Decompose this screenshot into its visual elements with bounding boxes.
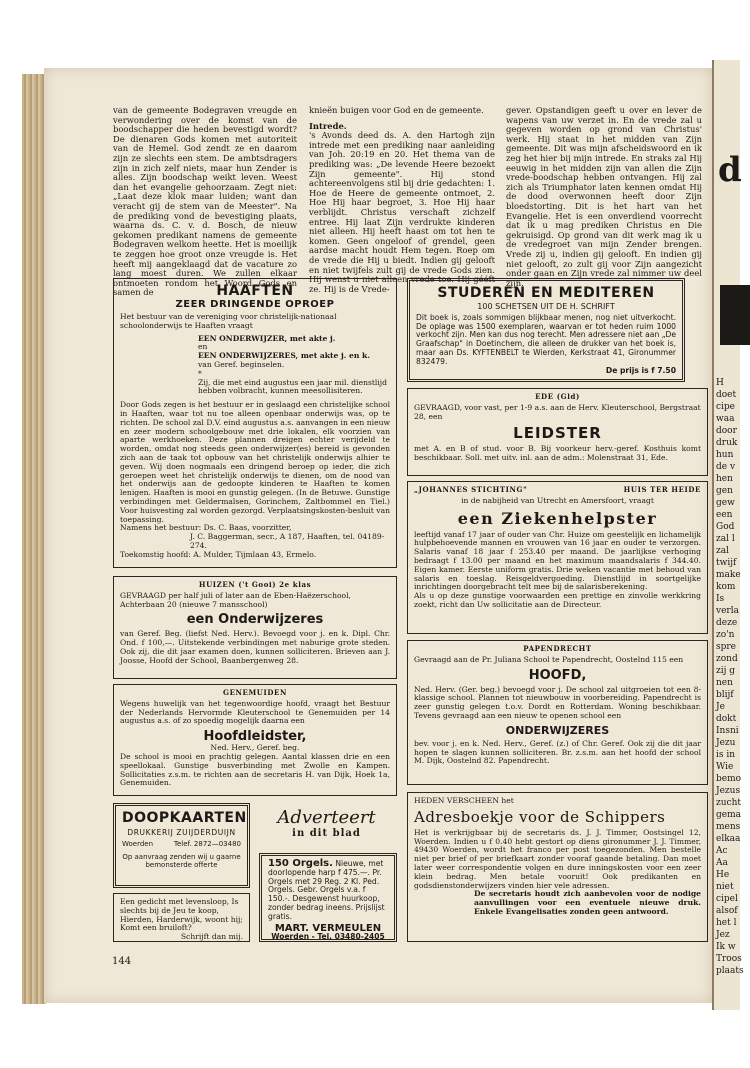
facing-page-fragment: het l xyxy=(716,918,737,928)
facing-page-fragment: Jezu xyxy=(716,738,736,748)
drukkerij-place: Woerden xyxy=(122,839,154,848)
ede-body: met A. en B of stud. voor B. Bij voorkeur herv.-geref. Kosthuis komt beschikbaar. Soll. met uitv. inl. aan de adm.: Molenstraat 31, Ede. xyxy=(414,444,701,463)
haaften-body: Door Gods zegen is het bestuur er in geslaagd een christelijke school in Haaften, waar tot nu toe alleen openbaar onderwijs was, op te richten. De school zal D.V. eind augustus a.s. aanvangen in een nieuw en zeer modern schoolgebouw met drie lokalen, elk voorzien van aparte werkhoeken. Deze plannen dreigen echter verijdeld te worden, omdat nog steeds geen onderwijzer(es) bereid is gevonden zich aan de taak tot opbouw van het christelijk onderwijs alhier te geven. Wij doen nogmaals een dringend beroep op ieder, die zich geroepen weet het christelijk onderwijs te dienen, om de nood van het onderwijs aan de gedoopte kinderen te Haaften te komen lenigen. Haaften is mooi en gunstig gelegen. (In de Betuwe. Gunstige verbindingen met Geldermalsen, Gorinchem, Zaltbommel en Tiel.) Voor huisvesting zal worden gezorgd. Verplaatsingskosten-besluit van toepassing. xyxy=(120,400,390,524)
haaften-signatures: Namens het bestuur: Ds. C. Baas, voorzitter, xyxy=(120,523,292,533)
adresboekje-title: Adresboekje voor de Schippers xyxy=(414,807,666,826)
facing-page-fragment: doet xyxy=(716,390,737,400)
adresboekje-body: Het is verkrijgbaar bij de secretaris ds. J. J. Timmer, Oostsingel 12, Woerden. Indien u f 0.40 hebt gestort op diens gironummer J. J. Timmer, 49430 Woerden, wordt het franco per post toegezonden. Men bestelle niet per brief of per briefkaart zonder vooraf gaande betaling. Dan moet later weer correspondentie volgen en dure inningskosten voor een zeer klein bedrag. Men betale vooruit! Ook predikanten en godsdienstonderwijzers vinden hier vele adressen. xyxy=(414,827,701,890)
papendrecht-heading-2: ONDERWIJZERES xyxy=(505,723,610,737)
facing-page-fragment: elkaa xyxy=(716,834,741,844)
facing-page-fragment: gew xyxy=(716,498,735,508)
papendrecht-body-2: bev. voor j. en k. Ned. Herv., Geref. (z.) of Chr. Geref. Ook zij die dit jaar hopen te slagen kunnen solliciteren. Br. z.s.m. aan het hoofd der school M. Dijk, Oostelnd 82. Papendrecht. xyxy=(414,738,701,766)
studeren-title: STUDEREN EN MEDITEREN xyxy=(437,285,655,301)
facing-page-fragment: cipel xyxy=(716,894,738,904)
ad-johannes-stichting xyxy=(407,481,708,634)
facing-page-fragment: Jezus xyxy=(716,786,741,796)
papendrecht-body-1: Ned. Herv. (Ger. beg.) bevoegd voor j. De school zal uitgroeien tot een 8-klassige school. Plannen tot nieuwbouw in voorbereiding. Papendrecht is zeer gunstig gelegen t.o.v. Dordt en Rotterdam. Woning beschikbaar. Tevens gevraagd aan een nieuw te openen school een xyxy=(414,684,701,720)
studeren-price: De prijs is f 7.50 xyxy=(605,365,676,375)
ede-intro: GEVRAAGD, voor vast, per 1-9 a.s. aan de Herv. Kleuterschool, Bergstraat 28, een xyxy=(414,402,701,421)
huizen-title: HUIZEN ('t Gooi) 2e klas xyxy=(198,580,312,589)
facing-page-fragment: gema xyxy=(716,810,741,820)
ad-papendrecht xyxy=(407,640,708,785)
facing-page-fragment: is in xyxy=(716,750,736,760)
orgels-lead: 150 Orgels. xyxy=(268,858,333,869)
haaften-note: Zij, die met eind augustus een jaar mil. dienstlijd hebben volbracht, kunnen meesollisiteren. xyxy=(198,377,387,396)
page-number: 144 xyxy=(112,956,132,967)
genemuiden-body: De school is mooi en prachtig gelegen. Aantal klassen drie en een speellokaal. Gunstige busverbinding met Zwolle en Kampen. Sollicitaties z.s.m. te richten aan de secretaris H. van Dijk, Hoek 1a, Genemuiden. xyxy=(120,751,390,788)
adresboekje-lead: HEDEN VERSCHEEN het xyxy=(414,796,514,805)
facing-page-fragment: de v xyxy=(716,462,736,472)
facing-page-fragment: spre xyxy=(716,642,737,652)
facing-page-fragment: niet xyxy=(716,882,734,892)
haaften-star: * xyxy=(198,368,202,378)
facing-page-fragment: bemo xyxy=(716,774,742,784)
facing-page-fragment: make xyxy=(716,570,741,580)
ad-haaften xyxy=(113,278,397,568)
adverteert-sub: in dit blad xyxy=(292,828,361,839)
johannes-heading: een Ziekenhelpster xyxy=(457,508,658,528)
papendrecht-intro: Gevraagd aan de Pr. Juliana School te Papendrecht, Oostelnd 115 een xyxy=(414,654,684,664)
ad-adverteert xyxy=(256,803,397,849)
gedicht-text: Een gedicht met levensloop, Is slechts bij de Jeu te koop, Hierden, Harderwijk, woont hij; Komt een bruiloft? xyxy=(120,897,243,933)
ad-ede xyxy=(407,388,708,476)
article-col2-heading: Intrede. xyxy=(309,120,347,131)
facing-page-block xyxy=(720,285,750,345)
haaften-and: en xyxy=(198,342,208,352)
facing-page-fragment: waa xyxy=(716,414,735,424)
facing-page-fragment: hun xyxy=(716,450,734,460)
facing-page-fragment: blijf xyxy=(716,690,734,700)
facing-page-fragment: Is xyxy=(716,594,725,604)
genemuiden-sub: Ned. Herv., Geref. beg. xyxy=(210,743,300,753)
facing-page-fragment: een xyxy=(716,510,733,520)
papendrecht-heading-1: HOOFD, xyxy=(528,667,587,683)
ad-huizen xyxy=(113,576,397,679)
facing-page-fragment: verla xyxy=(716,606,739,616)
facing-page-fragment: door xyxy=(716,426,737,436)
drukkerij-offer: Op aanvraag zenden wij u gaarne bemonsterde offerte xyxy=(122,852,241,870)
gedicht-signature: Schrijft dan mij. xyxy=(180,932,243,942)
article-col3-text: gever. Opstandigen geeft u over en lever de wapens van uw verzet in. En de vrede zal u gegeven worden op grond van Christus' werk. Hij staat in het midden van Zijn gemeente. Dit was mijn afscheidswoord en ik zeg het hier bij mijn intrede. En straks zal Hij eeuwig in het midden zijn van allen die Zijn vrede-boodschap hebben ontvangen. Hij zal zich als Triumphator laten kennen omdat Hij de dood overwonnen heeft door Zijn bloedstorting. Dit is het hart van het Evangelie. Het is een onverdiend voorrecht dat ik u mag prediken Christus en Die gekruisigd. Op grond van dit werk mag ik u de vredegroet van mijn Zender brengen. Vrede zij u, indien gij gelooft. En indien gij niet gelooft, zo zult gij voor Zijn aangezicht onder gaan en Zijn vrede zal nimmer uw deel zijn. xyxy=(506,105,702,288)
ad-adresboekje xyxy=(407,792,708,942)
facing-page-fragment: mens xyxy=(716,822,741,832)
johannes-close: Als u op deze gunstige voorwaarden een prettige en zinvolle werkkring zoekt, richt dan Uw sollicitatie aan de Directeur. xyxy=(414,591,701,609)
facing-page xyxy=(712,60,744,1010)
haaften-position-1: EEN ONDERWIJZER, met akte j. xyxy=(198,333,336,343)
haaften-future-head: Toekomstig hoofd: A. Mulder, Tijmlaan 43, Ermelo. xyxy=(120,549,317,559)
haaften-subtitle: ZEER DRINGENDE OPROEP xyxy=(175,299,335,310)
orgels-address: Woerden - Tel. 03480-2405 xyxy=(271,932,385,942)
facing-page-fragment: plaats xyxy=(716,966,744,976)
ede-title: EDE (Gld) xyxy=(535,392,580,401)
facing-page-fragment: dokt xyxy=(716,714,737,724)
facing-page-fragment: kom xyxy=(716,582,736,592)
facing-page-fragment: Ac xyxy=(716,846,728,856)
facing-page-fragment: zond xyxy=(716,654,738,664)
facing-page-fragment: Jez xyxy=(716,930,730,940)
facing-page-fragment: zo'n xyxy=(716,630,735,640)
drukkerij-title: DOOPKAARTEN xyxy=(122,810,247,826)
ede-heading: LEIDSTER xyxy=(513,424,602,443)
drukkerij-phone: Telef. 2872—03480 xyxy=(173,839,241,848)
adverteert-script: Adverteert xyxy=(277,807,376,828)
ad-orgels xyxy=(259,853,397,942)
facing-page-fragment: druk xyxy=(716,438,738,448)
orgels-name: MART. VERMEULEN xyxy=(274,922,382,934)
facing-page-fragment: He xyxy=(716,870,730,880)
johannes-right-title: HUIS TER HEIDE xyxy=(623,485,701,494)
haaften-intro: Het bestuur van de vereniging voor christelijk-nationaal schoolonderwijs te Haaften vraagt xyxy=(120,312,337,330)
ad-studeren xyxy=(407,278,685,382)
papendrecht-title: PAPENDRECHT xyxy=(523,644,592,653)
facing-page-fragment: Troos xyxy=(716,954,742,964)
facing-page-fragment: Wie xyxy=(716,762,734,772)
facing-page-fragment: zucht xyxy=(716,798,741,808)
facing-page-fragment: twijf xyxy=(716,558,737,568)
orgels-text: Nieuwe, met doorlopende harp f 475.—. Pr. Orgels met 29 Reg. 2 Kl. Ped. Orgels. Gebr. Orgels v.a. f 150.-. Desgewenst huurkoop, zonder bedrag ineens. Prijslijst gratis. xyxy=(268,859,385,921)
facing-page-fragment: Je xyxy=(716,702,725,712)
johannes-left-title: „JOHANNES STICHTING" xyxy=(414,485,528,494)
genemuiden-title: GENEMUIDEN xyxy=(223,688,287,697)
haaften-position-2-note: van Geref. beginselen. xyxy=(198,359,285,369)
facing-page-fragment: alsof xyxy=(716,906,738,916)
ad-drukkerij xyxy=(113,803,250,888)
article-col1-text: van de gemeente Bodegraven vreugde en verwondering over de komst van de boodschapper die heden bevestigd wordt? De dienaren Gods komen met autoriteit van de Hemel. God zendt ze en daarom zijn ze slechts een stem. De ambtsdragers zijn in zich zelf niets, maar hun Zender is alles. Zijn boodschap weikt leven. Weest dan het evangelie gehoorzaam. Zegt niet: „Laat deze klok maar luiden; want dan veracht gij de stem van de Meester". Na de prediking vond de bevestiging plaats, waarna ds. C. v. d. Bosch, de nieuw gekomen predikant namens de gemeente Bodegraven welkom heette. Het is moeilijk te zeggen hoe groot onze vreugde is. Het heeft mij aangeklaagd dat de vacature zo lang moest duren. We zullen elkaar ontmoeten rondom het Woord Gods en samen de xyxy=(113,105,297,298)
huizen-intro: GEVRAAGD per half juli of later aan de Eben-Haëzerschool, Achterbaan 20 (nieuwe 7 mansschool) xyxy=(120,590,351,609)
facing-page-fragment: zij g xyxy=(716,666,736,676)
facing-page-fragment: gen xyxy=(716,486,733,496)
haaften-position-2: EEN ONDERWIJZERES, met akte j. en k. xyxy=(198,351,370,361)
facing-page-fragment: nen xyxy=(716,678,733,688)
drukkerij-name: DRUKKERIJ ZUIJDERDUIJN xyxy=(127,828,236,837)
facing-page-fragment: deze xyxy=(716,618,738,628)
adresboekje-close: De secretaris houdt zich aanbevolen voor de nodige aanvullingen voor een eventuele nieuwe druk. Enkele Evangelisaties zonden geen antwoord. xyxy=(474,889,701,916)
article-column-2 xyxy=(309,105,495,294)
facing-page-fragment: zal xyxy=(716,546,729,556)
facing-page-fragment: zal l xyxy=(716,534,735,544)
johannes-body: leeftijd vanaf 17 jaar of ouder van Chr. Huize om geestelijk en lichamelijk hulpbehoevende mannen en vrouwen van 16 jaar en ouder te verzorgen. Salaris vanaf 18 jaar f 253.40 per maand. De jaarlijkse verhoging bedraagt f 13.00 per maand en het maximum maandsalaris f 344.40. Eigen kamer. Eerste uniform gratis. Drie weken vacantie met behoud van salaris en toeslag. Reisgeldvergoeding. Dienstlijd in soortgelijke inrichtingen doorgebracht telt mee bij de salarisberekening. xyxy=(414,529,701,592)
huizen-heading: een Onderwijzeres xyxy=(186,612,324,628)
book-page-edge xyxy=(22,74,46,1004)
haaften-secretary: J. C. Baggerman, secr., A 187, Haaften, tel. 04189-274. xyxy=(190,532,385,550)
facing-page-fragment: Aa xyxy=(716,858,728,868)
article-col2-first: knieën buigen voor God en de gemeente. xyxy=(309,105,484,115)
genemuiden-heading: Hoofdleidster, xyxy=(203,729,307,745)
facing-page-fragment: hen xyxy=(716,474,733,484)
haaften-title: HAAFTEN xyxy=(216,283,294,299)
article-col2-text: 's Avonds deed ds. A. den Hartogh zijn intrede met een prediking naar aanleiding van Joh. 20:19 en 20. Het thema van de prediking was: „De levende Heere bezoekt Zijn gemeente". Hij stond achtereenvolgens stil bij drie gedachten: 1. Hoe de Heere de gemeente ontmoet, 2. Hoe Hij haar begroet, 3. Hoe Hij haar verblijdt. Christus verschaft zichzelf entree. Hij laat Zijn verdrukte kinderen niet alleen. Hij heeft haast om tot hen te komen. Geen ongeloof of grendel, geen aardse macht houdt Hem tegen. Roep om de vrede die Hij u biedt. Indien gij gelooft en niet twijfels zult gij de vrede Gods zien. Hij wenst u niet alleen vrede toe. Hij gééft ze. Hij is de Vrede- xyxy=(309,130,495,294)
facing-page-fragment: Ik w xyxy=(716,942,736,952)
facing-page-fragment: H xyxy=(716,378,724,388)
article-column-3 xyxy=(506,105,702,288)
facing-page-fragment: God xyxy=(716,522,735,532)
facing-page-fragment: cipe xyxy=(716,402,736,412)
facing-page-letter: d xyxy=(718,150,742,190)
studeren-body: Dit boek is, zoals sommigen blijkbaar menen, nog niet uitverkocht. De oplage was 1500 exemplaren, waarvan er tot heden ruim 1000 verkocht zijn. Men kan dus nog terecht. Men adressere niet aan „De Graafschap" in Doetinchem, die alleen de drukker van het boek is, maar aan Ds. KYFTENBELT te Wierden, Kerkstraat 41, Gironummer 832479. xyxy=(416,312,676,366)
ad-genemuiden xyxy=(113,684,397,796)
genemuiden-intro: Wegens huwelijk van het tegenwoordige hoofd, vraagt het Bestuur der Nederlands Hervormde Kleuterschool te Genemuiden per 14 augustus a.s. of zo spoedig mogelijk daarna een xyxy=(120,698,390,726)
facing-page-fragment: Insni xyxy=(716,726,739,736)
huizen-body: van Geref. Beg. (liefst Ned. Herv.). Bevoegd voor j. en k. Dipl. Chr. Ond. f 100,—. Uitstekende verbindingen met naburige grote steden. Ook zij, die dit jaar examen doen, kunnen solliciteren. Brieven aan J. Joosse, Hoofd der School, Baanbergenweg 28. xyxy=(120,629,390,665)
ad-gedicht xyxy=(113,893,250,942)
studeren-subtitle: 100 SCHETSEN UIT DE H. SCHRIFT xyxy=(477,302,615,311)
johannes-intro: in de nabijheid van Utrecht en Amersfoort, vraagt xyxy=(461,495,654,505)
